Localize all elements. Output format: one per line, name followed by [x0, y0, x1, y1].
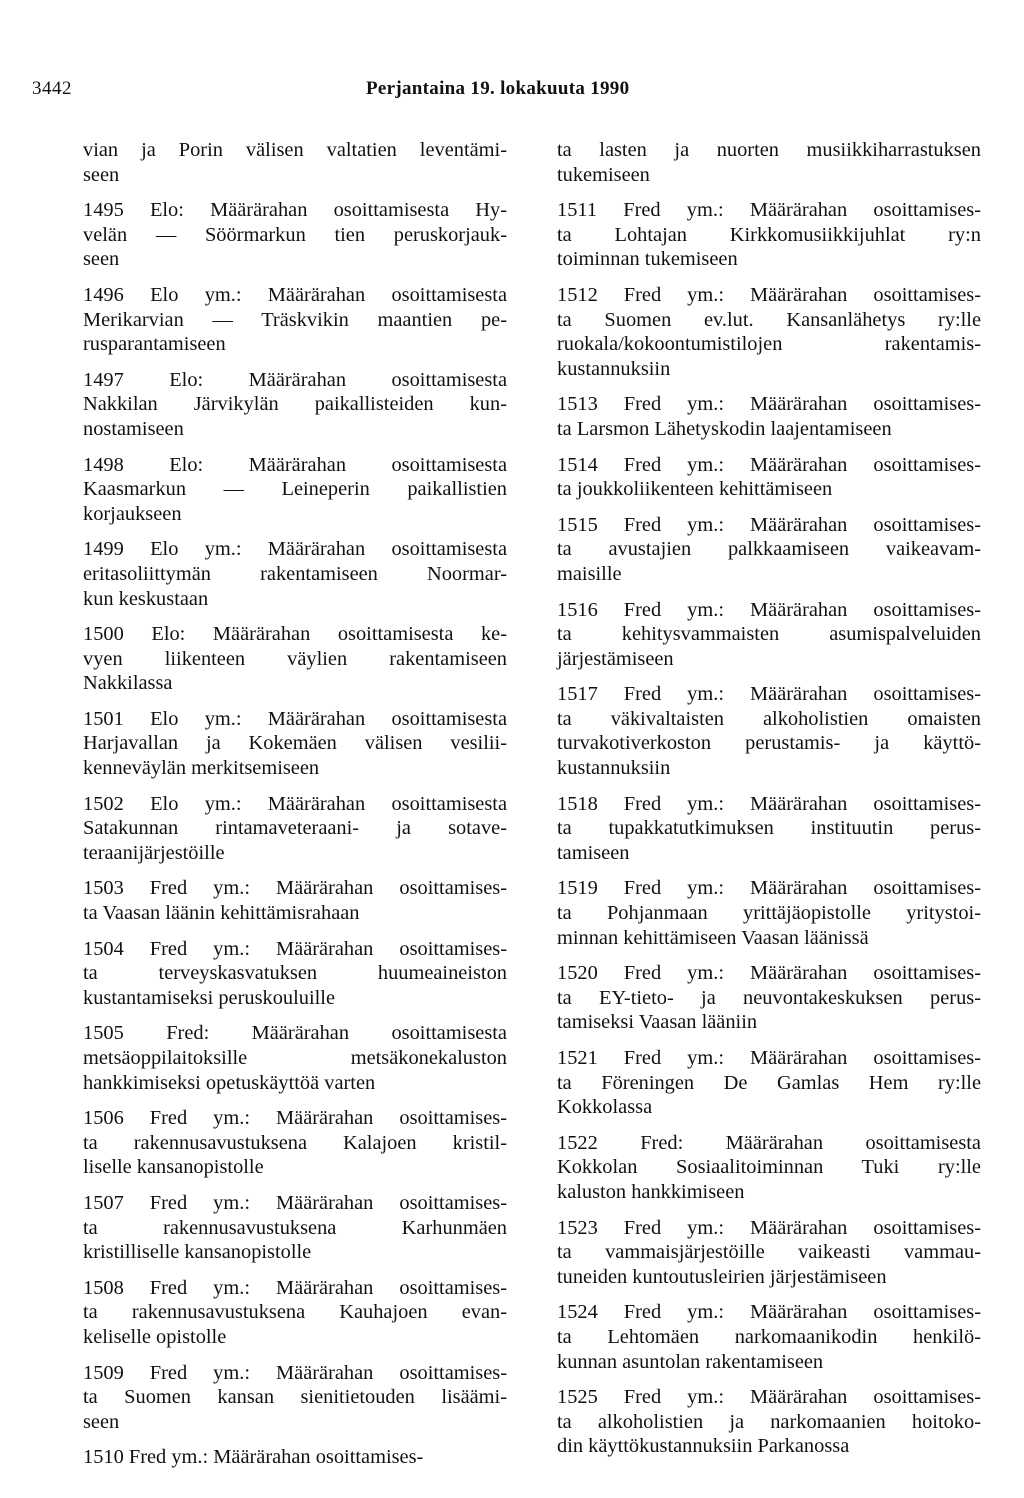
entry-line: Nakkilassa	[83, 672, 173, 695]
entry-line: ta alkoholistien ja narkomaanien hoitoko-	[557, 1410, 981, 1433]
motion-entry	[557, 392, 981, 441]
motion-entry	[83, 1021, 507, 1095]
motion-entry	[557, 961, 981, 1035]
entry-line: ta vammaisjärjestöille vaikeasti vammau-	[557, 1241, 981, 1264]
entry-line: keliselle opistolle	[83, 1325, 227, 1348]
entry-line: vian ja Porin välisen valtatien leventämi-	[83, 139, 507, 161]
entry-line: din käyttökustannuksiin Parkanossa	[557, 1435, 850, 1458]
left-column	[83, 138, 507, 1481]
entry-line: 1524 Fred ym.: Määrärahan osoittamises-	[557, 1301, 981, 1324]
motion-entry	[557, 513, 981, 587]
entry-line: ta avustajien palkkaamiseen vaikeavam-	[557, 538, 981, 561]
entry-line: korjaukseen	[83, 502, 182, 525]
entry-line: ta väkivaltaisten alkoholistien omaisten	[557, 707, 981, 730]
motion-entry	[83, 876, 507, 925]
entry-line: ta Suomen kansan sienitietouden lisäämi-	[83, 1386, 507, 1409]
entry-line: kaluston hankkimiseen	[557, 1180, 745, 1203]
entry-line: 1497 Elo: Määrärahan osoittamisesta	[83, 368, 507, 391]
motion-entry	[557, 138, 981, 187]
entry-line: seen	[83, 1410, 120, 1433]
entry-line: teraanijärjestöille	[83, 841, 225, 864]
entry-line: metsäoppilaitoksille metsäkonekaluston	[83, 1047, 507, 1069]
entry-line: ta lasten ja nuorten musiikkiharrastuksen	[557, 139, 981, 161]
entry-line: 1519 Fred ym.: Määrärahan osoittamises-	[557, 877, 981, 900]
entry-line: 1501 Elo ym.: Määrärahan osoittamisesta	[83, 707, 507, 730]
motion-entry	[83, 138, 507, 187]
entry-line: 1510 Fred ym.: Määrärahan osoittamises-	[83, 1446, 424, 1469]
entry-line: ta rakennusavustuksena Karhunmäen	[83, 1216, 507, 1239]
entry-line: kenneväylän merkitsemiseen	[83, 757, 320, 780]
entry-line: ta Lehtomäen narkomaanikodin henkilö-	[557, 1325, 981, 1348]
entry-line: 1521 Fred ym.: Määrärahan osoittamises-	[557, 1047, 981, 1069]
entry-line: kun keskustaan	[83, 587, 209, 610]
entry-line: 1514 Fred ym.: Määrärahan osoittamises-	[557, 453, 981, 476]
motion-entry	[83, 1106, 507, 1180]
motion-entry	[557, 598, 981, 672]
entry-line: tamiseksi Vaasan lääniin	[557, 1011, 758, 1034]
motion-entry	[557, 876, 981, 950]
entry-line: 1516 Fred ym.: Määrärahan osoittamises-	[557, 598, 981, 621]
entry-line: 1511 Fred ym.: Määrärahan osoittamises-	[557, 199, 981, 222]
motion-entry	[83, 1191, 507, 1265]
entry-line: 1496 Elo ym.: Määrärahan osoittamisesta	[83, 283, 507, 306]
motion-entry	[557, 682, 981, 780]
entry-line: turvakotiverkoston perustamis- ja käyttö-	[557, 732, 981, 755]
motion-entry	[83, 453, 507, 527]
entry-line: eritasoliittymän rakentamiseen Noormar-	[83, 562, 507, 585]
entry-line: ta kehitysvammaisten asumispalveluiden	[557, 623, 981, 646]
entry-line: ta Larsmon Lähetyskodin laajentamiseen	[557, 417, 892, 440]
motion-entry	[83, 537, 507, 611]
entry-line: 1505 Fred: Määrärahan osoittamisesta	[83, 1022, 507, 1045]
right-column	[557, 138, 981, 1470]
entry-line: ta terveyskasvatuksen huumeaineiston	[83, 962, 507, 985]
entry-line: tukemiseen	[557, 163, 650, 186]
entry-line: Kaasmarkun — Leineperin paikallistien	[83, 478, 507, 501]
entry-line: 1507 Fred ym.: Määrärahan osoittamises-	[83, 1191, 507, 1214]
motion-entry	[557, 1216, 981, 1290]
entry-line: ta joukkoliikenteen kehittämiseen	[557, 478, 833, 501]
entry-line: maisille	[557, 562, 622, 585]
motion-entry	[83, 368, 507, 442]
entry-line: Kokkolassa	[557, 1096, 653, 1119]
motion-entry	[557, 1300, 981, 1374]
motion-entry	[557, 453, 981, 502]
motion-entry	[83, 1276, 507, 1350]
page-number: 3442	[32, 78, 72, 99]
entry-line: 1500 Elo: Määrärahan osoittamisesta ke-	[83, 623, 507, 646]
entry-line: 1518 Fred ym.: Määrärahan osoittamises-	[557, 792, 981, 815]
entry-line: hankkimiseksi opetuskäyttöä varten	[83, 1071, 376, 1094]
entry-line: järjestämiseen	[557, 647, 674, 670]
entry-line: kristilliselle kansanopistolle	[83, 1241, 312, 1264]
entry-line: ta rakennusavustuksena Kalajoen kristil-	[83, 1131, 507, 1154]
entry-line: seen	[83, 163, 120, 186]
motion-entry	[83, 283, 507, 357]
entry-line: liselle kansanopistolle	[83, 1156, 264, 1179]
entry-line: nostamiseen	[83, 417, 184, 440]
motion-entry	[557, 1131, 981, 1205]
entry-line: Nakkilan Järvikylän paikallisteiden kun-	[83, 393, 507, 416]
entry-line: 1509 Fred ym.: Määrärahan osoittamises-	[83, 1361, 507, 1384]
entry-line: 1520 Fred ym.: Määrärahan osoittamises-	[557, 962, 981, 985]
entry-line: kunnan asuntolan rakentamiseen	[557, 1350, 824, 1373]
motion-entry	[83, 792, 507, 866]
entry-line: Satakunnan rintamaveteraani- ja sotave-	[83, 817, 507, 840]
entry-line: 1506 Fred ym.: Määrärahan osoittamises-	[83, 1107, 507, 1130]
entry-line: 1504 Fred ym.: Määrärahan osoittamises-	[83, 937, 507, 960]
entry-line: kustannuksiin	[557, 357, 671, 380]
motion-entry	[83, 707, 507, 781]
running-header: Perjantaina 19. lokakuuta 1990	[366, 78, 630, 99]
entry-line: ta Vaasan läänin kehittämisrahaan	[83, 902, 360, 925]
entry-line: tamiseen	[557, 841, 630, 864]
entry-line: kustannuksiin	[557, 757, 671, 780]
entry-line: Merikarvian — Träskvikin maantien pe-	[83, 308, 507, 331]
motion-entry	[83, 622, 507, 696]
motion-entry	[557, 792, 981, 866]
motion-entry	[83, 937, 507, 1011]
entry-line: ruokala/kokoontumistilojen rakentamis-	[557, 333, 981, 356]
motion-entry	[83, 1361, 507, 1435]
entry-line: 1503 Fred ym.: Määrärahan osoittamises-	[83, 877, 507, 900]
entry-line: Kokkolan Sosiaalitoiminnan Tuki ry:lle	[557, 1156, 981, 1179]
entry-line: tuneiden kuntoutusleirien järjestämiseen	[557, 1265, 887, 1288]
motion-entry	[557, 1046, 981, 1120]
entry-line: 1513 Fred ym.: Määrärahan osoittamises-	[557, 393, 981, 416]
entry-line: 1515 Fred ym.: Määrärahan osoittamises-	[557, 513, 981, 536]
entry-line: kustantamiseksi peruskouluille	[83, 986, 336, 1009]
entry-line: 1502 Elo ym.: Määrärahan osoittamisesta	[83, 792, 507, 815]
entry-line: minnan kehittämiseen Vaasan läänissä	[557, 926, 869, 949]
entry-line: ta Pohjanmaan yrittäjäopistolle yritystoi-	[557, 902, 981, 925]
entry-line: ta EY-tieto- ja neuvontakeskuksen perus-	[557, 986, 981, 1009]
entry-line: ta Suomen ev.lut. Kansanlähetys ry:lle	[557, 308, 981, 331]
motion-entry	[83, 1445, 507, 1470]
entry-line: ta rakennusavustuksena Kauhajoen evan-	[83, 1301, 507, 1324]
entry-line: 1525 Fred ym.: Määrärahan osoittamises-	[557, 1386, 981, 1409]
entry-line: 1523 Fred ym.: Määrärahan osoittamises-	[557, 1216, 981, 1239]
entry-line: toiminnan tukemiseen	[557, 248, 738, 271]
entry-line: vyen liikenteen väylien rakentamiseen	[83, 647, 507, 670]
motion-entry	[557, 283, 981, 381]
entry-line: seen	[83, 248, 120, 271]
entry-line: rusparantamiseen	[83, 333, 226, 356]
motion-entry	[557, 1385, 981, 1459]
entry-line: 1508 Fred ym.: Määrärahan osoittamises-	[83, 1276, 507, 1299]
entry-line: 1499 Elo ym.: Määrärahan osoittamisesta	[83, 538, 507, 561]
entry-line: 1522 Fred: Määrärahan osoittamisesta	[557, 1131, 981, 1154]
entry-line: ta Lohtajan Kirkkomusiikkijuhlat ry:n	[557, 223, 981, 246]
entry-line: 1517 Fred ym.: Määrärahan osoittamises-	[557, 683, 981, 706]
entry-line: 1495 Elo: Määrärahan osoittamisesta Hy-	[83, 199, 507, 222]
entry-line: ta tupakkatutkimuksen instituutin perus-	[557, 817, 981, 840]
entry-line: velän — Söörmarkun tien peruskorjauk-	[83, 223, 507, 246]
motion-entry	[83, 198, 507, 272]
entry-line: 1512 Fred ym.: Määrärahan osoittamises-	[557, 283, 981, 306]
entry-line: 1498 Elo: Määrärahan osoittamisesta	[83, 453, 507, 476]
entry-line: ta Föreningen De Gamlas Hem ry:lle	[557, 1071, 981, 1094]
entry-line: Harjavallan ja Kokemäen välisen vesilii-	[83, 732, 507, 755]
motion-entry	[557, 198, 981, 272]
